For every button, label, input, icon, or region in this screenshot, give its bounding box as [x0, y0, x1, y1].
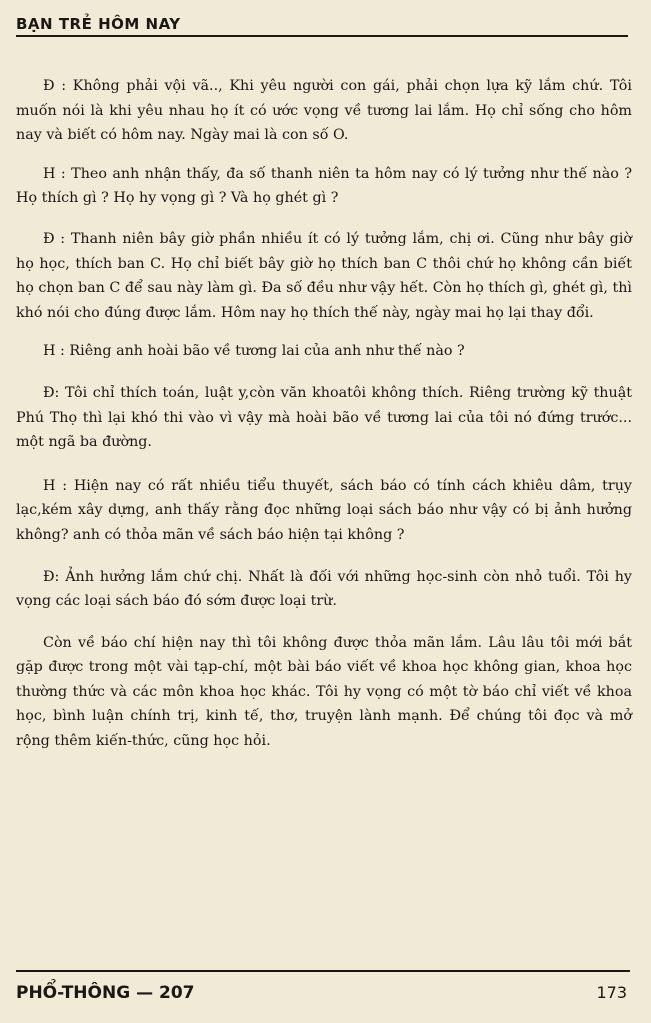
paragraph: Đ: Ảnh hưởng lắm chứ chị. Nhất là đối với những học-sinh còn nhỏ tuổi. Tôi hy vọng các loại sách báo đó sớm được loại trừ.: [16, 568, 632, 610]
paragraph: H : Theo anh nhận thấy, đa số thanh niên ta hôm nay có lý tưởng như thế nào ? Họ thích gì ? Họ hy vọng gì ? Và họ ghét gì ?: [16, 165, 632, 207]
section-title: BẠN TRẺ HÔM NAY: [16, 15, 181, 33]
paragraph: H : Hiện nay có rất nhiều tiểu thuyết, sách báo có tính cách khiêu dâm, trụy lạc,kém xây dựng, anh thấy rằng đọc những loại sách báo như vậy có bị ảnh hưởng không? anh có thỏa mãn về sách báo hiện tại không ?: [16, 477, 632, 543]
paragraph: Đ: Tôi chỉ thích toán, luật y,còn văn khoatôi không thích. Riêng trường kỹ thuật Phú Thọ thì lại khó thi vào vì vậy mà hoài bão về tương lai của tôi nó đứng trước... một ngã ba đường.: [16, 384, 632, 451]
header-rule: [16, 35, 628, 37]
paragraph: Còn về báo chí hiện nay thì tôi không được thỏa mãn lắm. Lâu lâu tôi mới bắt gặp được trong một vài tạp-chí, một bài báo viết về khoa học không gian, khoa học thường thức và các môn khoa học khác. Tôi hy vọng có một tờ báo chỉ viết về khoa học, bình luận chính trị, kinh tế, thơ, truyện lành mạnh. Để chúng tôi đọc và mở rộng thêm kiến-thức, cũng học hỏi.: [16, 634, 632, 750]
page-number: 173: [596, 983, 627, 1002]
paragraph: H : Riêng anh hoài bão về tương lai của anh như thế nào ?: [43, 343, 465, 360]
paragraph: Đ : Thanh niên bây giờ phần nhiều ít có lý tưởng lắm, chị ơi. Cũng như bây giờ họ học, thích ban C. Họ chỉ biết bây giờ họ thích ban C thôi chứ họ không cần biết họ chọn ban C để sau này làm gì. Đa số đều như vậy hết. Còn họ thích gì, ghét gì, thì khó nói cho đúng được lắm. Hôm nay họ thích thế này, ngày mai họ lại thay đổi.: [16, 230, 632, 321]
page-header: [16, 14, 628, 36]
footer-rule: [16, 970, 630, 972]
magazine-issue: PHỔ-THÔNG — 207: [16, 983, 195, 1003]
article-body: [16, 74, 632, 768]
paragraph: Đ : Không phải vội vã.., Khi yêu người con gái, phải chọn lựa kỹ lắm chứ. Tôi muốn nói là khi yêu nhau họ ít có ước vọng về tương lai lắm. Họ chỉ sống cho hôm nay và biết có hôm nay. Ngày mai là con số O.: [16, 78, 632, 144]
